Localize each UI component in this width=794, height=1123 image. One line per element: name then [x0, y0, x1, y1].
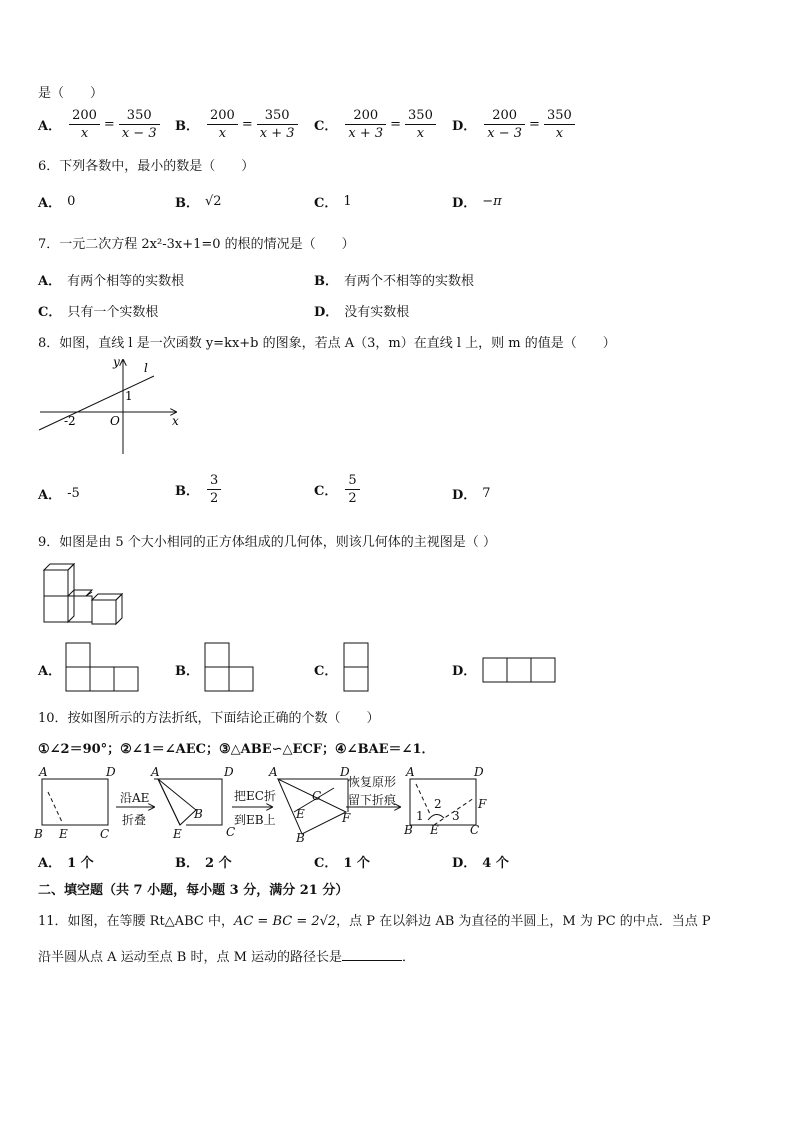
q10-step2-top: 把EC折 [234, 789, 276, 803]
option-label: A． [38, 119, 62, 134]
q9-option-b-view[interactable] [203, 641, 259, 695]
q7-stem: 7．一元二次方程 2x²-3x+1=0 的根的情况是（ ） [38, 237, 355, 252]
y-axis-label: y [113, 355, 120, 369]
svg-text:C: C [312, 789, 322, 803]
q9-option-d[interactable]: D． [452, 664, 477, 679]
svg-text:B: B [34, 827, 43, 841]
q6-option-a[interactable]: A． 0 [38, 194, 76, 211]
q10-option-b[interactable]: B． 2 个 [175, 856, 232, 871]
q10-option-a[interactable]: A． 1 个 [38, 856, 94, 871]
fraction-left: $\frac{200}{x + 3}$ [345, 107, 386, 142]
q11-line1: 11．如图，在等腰 Rt△ABC 中，AC = BC = 2√2，点 P 在以斜边 AB 为直径的半圆上，M 为 PC 的中点．当点 P [38, 914, 711, 929]
svg-text:2: 2 [434, 797, 442, 811]
fraction-right: $\frac{350}{x + 3}$ [257, 107, 298, 142]
origin-label: O [110, 414, 120, 428]
q9-cube-figure [40, 562, 124, 628]
option-label: C． [314, 119, 338, 134]
svg-text:E: E [296, 807, 305, 821]
fraction-left: $\frac{200}{x - 3}$ [484, 107, 525, 142]
q6-option-d[interactable]: D． −π [452, 194, 502, 211]
q10-step3-bottom: 留下折痕 [348, 793, 397, 807]
q8-option-b[interactable]: B． $\frac{3}{2}$ [175, 472, 223, 507]
q7-option-c[interactable]: C． 只有一个实数根 [38, 305, 159, 320]
fraction-right: $\frac{350}{x - 3}$ [119, 107, 160, 142]
svg-text:D: D [474, 765, 484, 779]
q8-option-c[interactable]: C． $\frac{5}{2}$ [314, 472, 362, 507]
q5-stem-tail: 是（ ） [38, 86, 104, 101]
q9-option-a-view[interactable] [64, 641, 144, 695]
fraction-left: $\frac{200}{x}$ [207, 107, 238, 142]
svg-text:B: B [404, 823, 413, 837]
section-heading: 二、填空题（共 7 小题，每小题 3 分，满分 21 分） [38, 883, 349, 898]
q8-option-a[interactable]: A． -5 [38, 486, 80, 503]
q10-stem: 10．按如图所示的方法折纸，下面结论正确的个数（ ） [38, 711, 380, 726]
q8-graph [36, 354, 186, 458]
q10-conclusions: ①∠2＝90°；②∠1＝∠AEC；③△ABE∽△ECF；④∠BAE＝∠1． [38, 742, 435, 757]
q5-option-d[interactable]: D． $\frac{200}{x - 3}$ = $\frac{350}{x}$ [452, 107, 577, 142]
q7-option-d[interactable]: D． 没有实数根 [314, 305, 410, 320]
svg-text:E: E [173, 827, 182, 841]
q9-option-d-view[interactable] [481, 656, 561, 686]
svg-text:C: C [226, 825, 236, 839]
q11-line2: 沿半圆从点 A 运动至点 B 时，点 M 运动的路径长是 ． [38, 950, 416, 965]
q10-option-c[interactable]: C． 1 个 [314, 856, 370, 871]
q9-option-b[interactable]: B． [175, 664, 199, 679]
svg-text:D: D [340, 765, 350, 779]
svg-text:C: C [470, 823, 480, 837]
q7-option-b[interactable]: B． 有两个不相等的实数根 [314, 274, 475, 289]
fraction-right: $\frac{350}{x}$ [544, 107, 575, 142]
line-label: l [144, 361, 148, 375]
option-label: D． [452, 119, 477, 134]
fraction-left: $\frac{200}{x}$ [69, 107, 100, 142]
q10-step1-bottom: 折叠 [122, 813, 147, 827]
svg-text:B: B [194, 807, 203, 821]
svg-text:A: A [406, 765, 415, 779]
q10-option-d[interactable]: D． 4 个 [452, 856, 509, 871]
q10-step1-top: 沿AE [120, 791, 150, 805]
svg-text:F: F [342, 811, 351, 825]
q11-equation: AC = BC = 2√2 [233, 914, 337, 929]
q9-option-c[interactable]: C． [314, 664, 338, 679]
q7-option-a[interactable]: A． 有两个相等的实数根 [38, 274, 185, 289]
svg-text:E: E [59, 827, 68, 841]
fraction-right: $\frac{350}{x}$ [405, 107, 436, 142]
q5-option-a[interactable]: A． $\frac{200}{x}$ = $\frac{350}{x - 3}$ [38, 107, 162, 142]
q9-stem: 9．如图是由 5 个大小相同的正方体组成的几何体，则该几何体的主视图是（ ） [38, 535, 496, 550]
q10-folding-figure [34, 762, 494, 844]
y-intercept-label: 1 [125, 389, 133, 403]
option-label: B． [175, 119, 199, 134]
q10-step2-bottom: 到EB上 [234, 813, 276, 827]
q5-option-b[interactable]: B． $\frac{200}{x}$ = $\frac{350}{x + 3}$ [175, 107, 300, 142]
q6-option-b[interactable]: B． √2 [175, 194, 222, 211]
q9-option-c-view[interactable] [342, 641, 374, 695]
x-axis-label: x [172, 414, 179, 428]
q6-option-c[interactable]: C． 1 [314, 194, 352, 211]
svg-text:D: D [106, 765, 116, 779]
line-l [39, 376, 154, 430]
svg-text:A: A [151, 765, 160, 779]
svg-text:1: 1 [416, 809, 424, 823]
svg-text:A: A [39, 765, 48, 779]
svg-text:3: 3 [452, 809, 460, 823]
x-intercept-label: -2 [64, 414, 76, 428]
q8-option-d[interactable]: D． 7 [452, 486, 491, 503]
q8-stem: 8．如图，直线 l 是一次函数 y=kx+b 的图象，若点 A（3，m）在直线 l 上，则 m 的值是（ ） [38, 336, 616, 351]
q6-stem: 6．下列各数中，最小的数是（ ） [38, 159, 255, 174]
svg-text:E: E [430, 823, 439, 837]
q5-option-c[interactable]: C． $\frac{200}{x + 3}$ = $\frac{350}{x}$ [314, 107, 438, 142]
svg-text:A: A [269, 765, 278, 779]
svg-text:B: B [296, 831, 305, 844]
q9-option-a[interactable]: A． [38, 664, 62, 679]
q10-step3-top: 恢复原形 [348, 775, 397, 789]
answer-blank[interactable] [342, 948, 402, 961]
svg-text:C: C [100, 827, 110, 841]
svg-text:F: F [478, 797, 487, 811]
svg-text:D: D [224, 765, 234, 779]
